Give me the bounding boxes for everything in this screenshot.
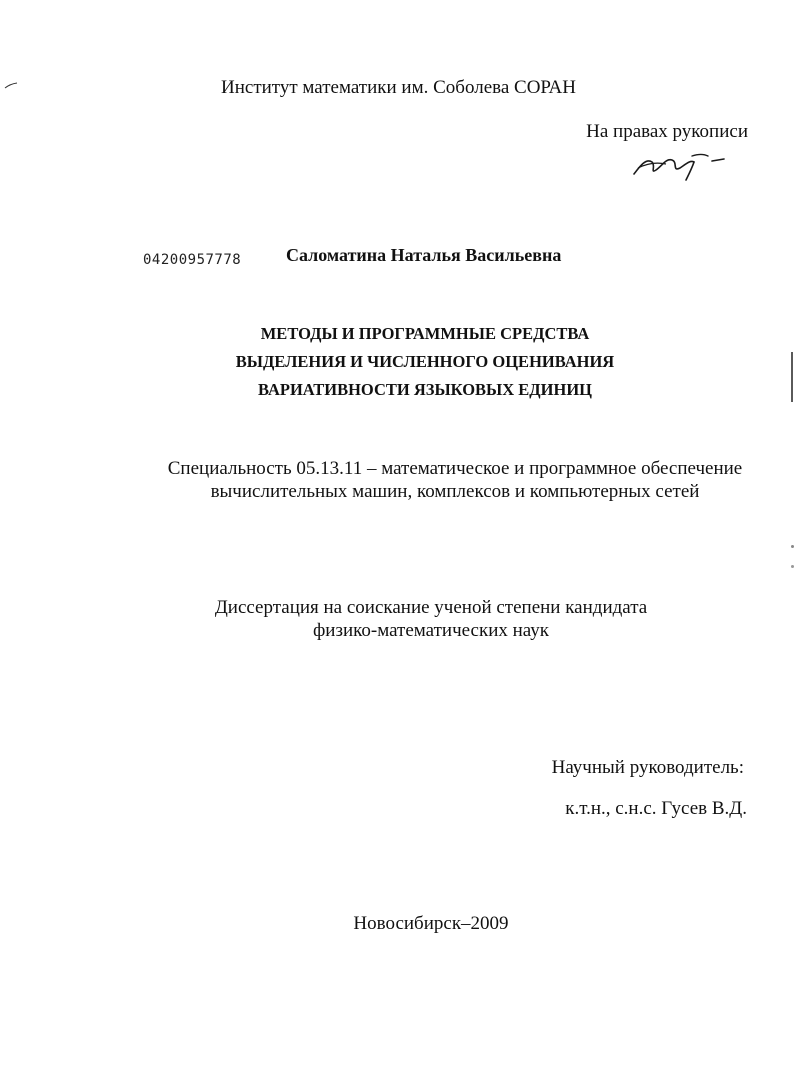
dissertation-title [0, 320, 797, 404]
specialty-line: Специальность 05.13.11 – математическое и программное обеспечение [167, 458, 743, 479]
scan-dot [791, 545, 794, 548]
supervisor-name: к.т.н., с.н.с. Гусев В.Д. [565, 798, 747, 819]
specialty-line: вычислительных машин, комплексов и компьютерных сетей [210, 481, 700, 502]
specialty [0, 457, 797, 503]
scan-dot [791, 565, 794, 568]
degree-line: физико-математических наук [312, 620, 550, 641]
degree-statement [0, 596, 797, 642]
title-line: ВЫДЕЛЕНИЯ И ЧИСЛЕННОГО ОЦЕНИВАНИЯ [235, 352, 615, 371]
registration-number: 04200957778 [143, 252, 242, 268]
title-line: МЕТОДЫ И ПРОГРАММНЫЕ СРЕДСТВА [260, 324, 590, 343]
author-name: Саломатина Наталья Васильевна [286, 245, 562, 265]
manuscript-note: На правах рукописи [586, 121, 748, 142]
scan-mark [789, 352, 795, 402]
signature [632, 148, 728, 182]
title-line: ВАРИАТИВНОСТИ ЯЗЫКОВЫХ ЕДИНИЦ [257, 380, 592, 399]
degree-line: Диссертация на соискание ученой степени кандидата [214, 597, 648, 618]
institute-name: Институт математики им. Соболева СОРАН [221, 77, 576, 98]
supervisor-label: Научный руководитель: [551, 757, 744, 778]
city-year: Новосибирск–2009 [353, 913, 509, 934]
